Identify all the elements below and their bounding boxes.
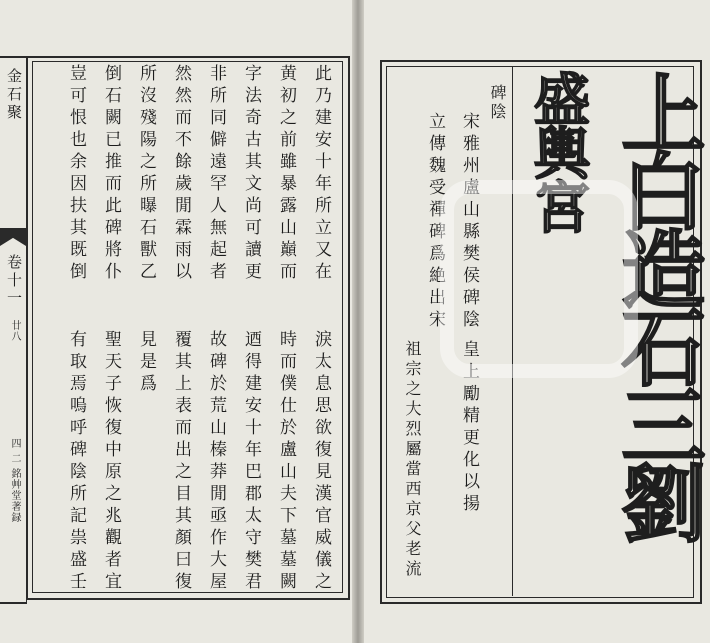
text-column-5: 然然而不餘歲閒霖雨以 <box>171 64 191 284</box>
text-column-8-lower: 有取焉嗚呼碑陰所記祟盛壬 <box>66 330 86 594</box>
text-column-5-lower: 覆其上表而出之目其顏曰復 <box>171 330 191 594</box>
text-column-8: 豈可恨也余因扶其既倒 <box>66 64 86 284</box>
right-text-column-2: 立傳魏受禪碑爲絶出宋 <box>425 112 445 332</box>
text-column-2-lower: 時而僕仕於盧山夫下墓墓闕 <box>276 330 296 594</box>
text-column-7-lower: 聖天子恢復中原之兆觀者宜 <box>101 330 121 594</box>
text-column-1-lower: 淚太息思欲復見漢官威儀之 <box>311 330 331 594</box>
text-column-6-lower: 見是爲 <box>136 330 156 396</box>
text-column-3-lower: 迺得建安十年巴郡太守樊君 <box>241 330 261 594</box>
stele-reverse-label: 碑陰 <box>488 84 507 122</box>
text-column-4: 非所同僻遠罕人無起者 <box>206 64 226 284</box>
banxin-volume: 卷十一 <box>5 254 23 308</box>
right-text-column-1: 宋雅州盧山縣樊侯碑陰 <box>459 112 479 332</box>
stele-title-outline-small: 盛輿宮 <box>525 70 591 232</box>
column-divider <box>512 66 513 596</box>
text-column-4-lower: 故碑於荒山榛莽閒亟作大屋 <box>206 330 226 594</box>
banxin-publisher: 四 二 銘艸堂著録 <box>9 438 20 524</box>
center-column-banxin <box>0 56 27 604</box>
right-text-column-3-lower: 皇上勵精更化以揚 <box>459 340 479 516</box>
banxin-leaf-number: 廿八 <box>9 320 20 342</box>
text-column-6: 所沒殘陽之所曝石獸乙 <box>136 64 156 284</box>
text-column-1: 此乃建安十年所立又在 <box>311 64 331 284</box>
book-gutter <box>352 0 364 643</box>
banxin-book-title: 金石聚 <box>5 68 23 122</box>
right-text-column-4-lower: 祖宗之大烈屬當西京父老流 <box>403 340 422 580</box>
fishtail-mark <box>0 228 26 246</box>
text-column-3: 字法奇古其文尚可讀更 <box>241 64 261 284</box>
right-page <box>364 0 710 643</box>
stele-title-outline-large: 上白造石三劉 <box>608 70 707 538</box>
text-column-2: 黄初之前雖暴露山巔而 <box>276 64 296 284</box>
text-column-7: 倒石闕已推而此碑將仆 <box>101 64 121 284</box>
